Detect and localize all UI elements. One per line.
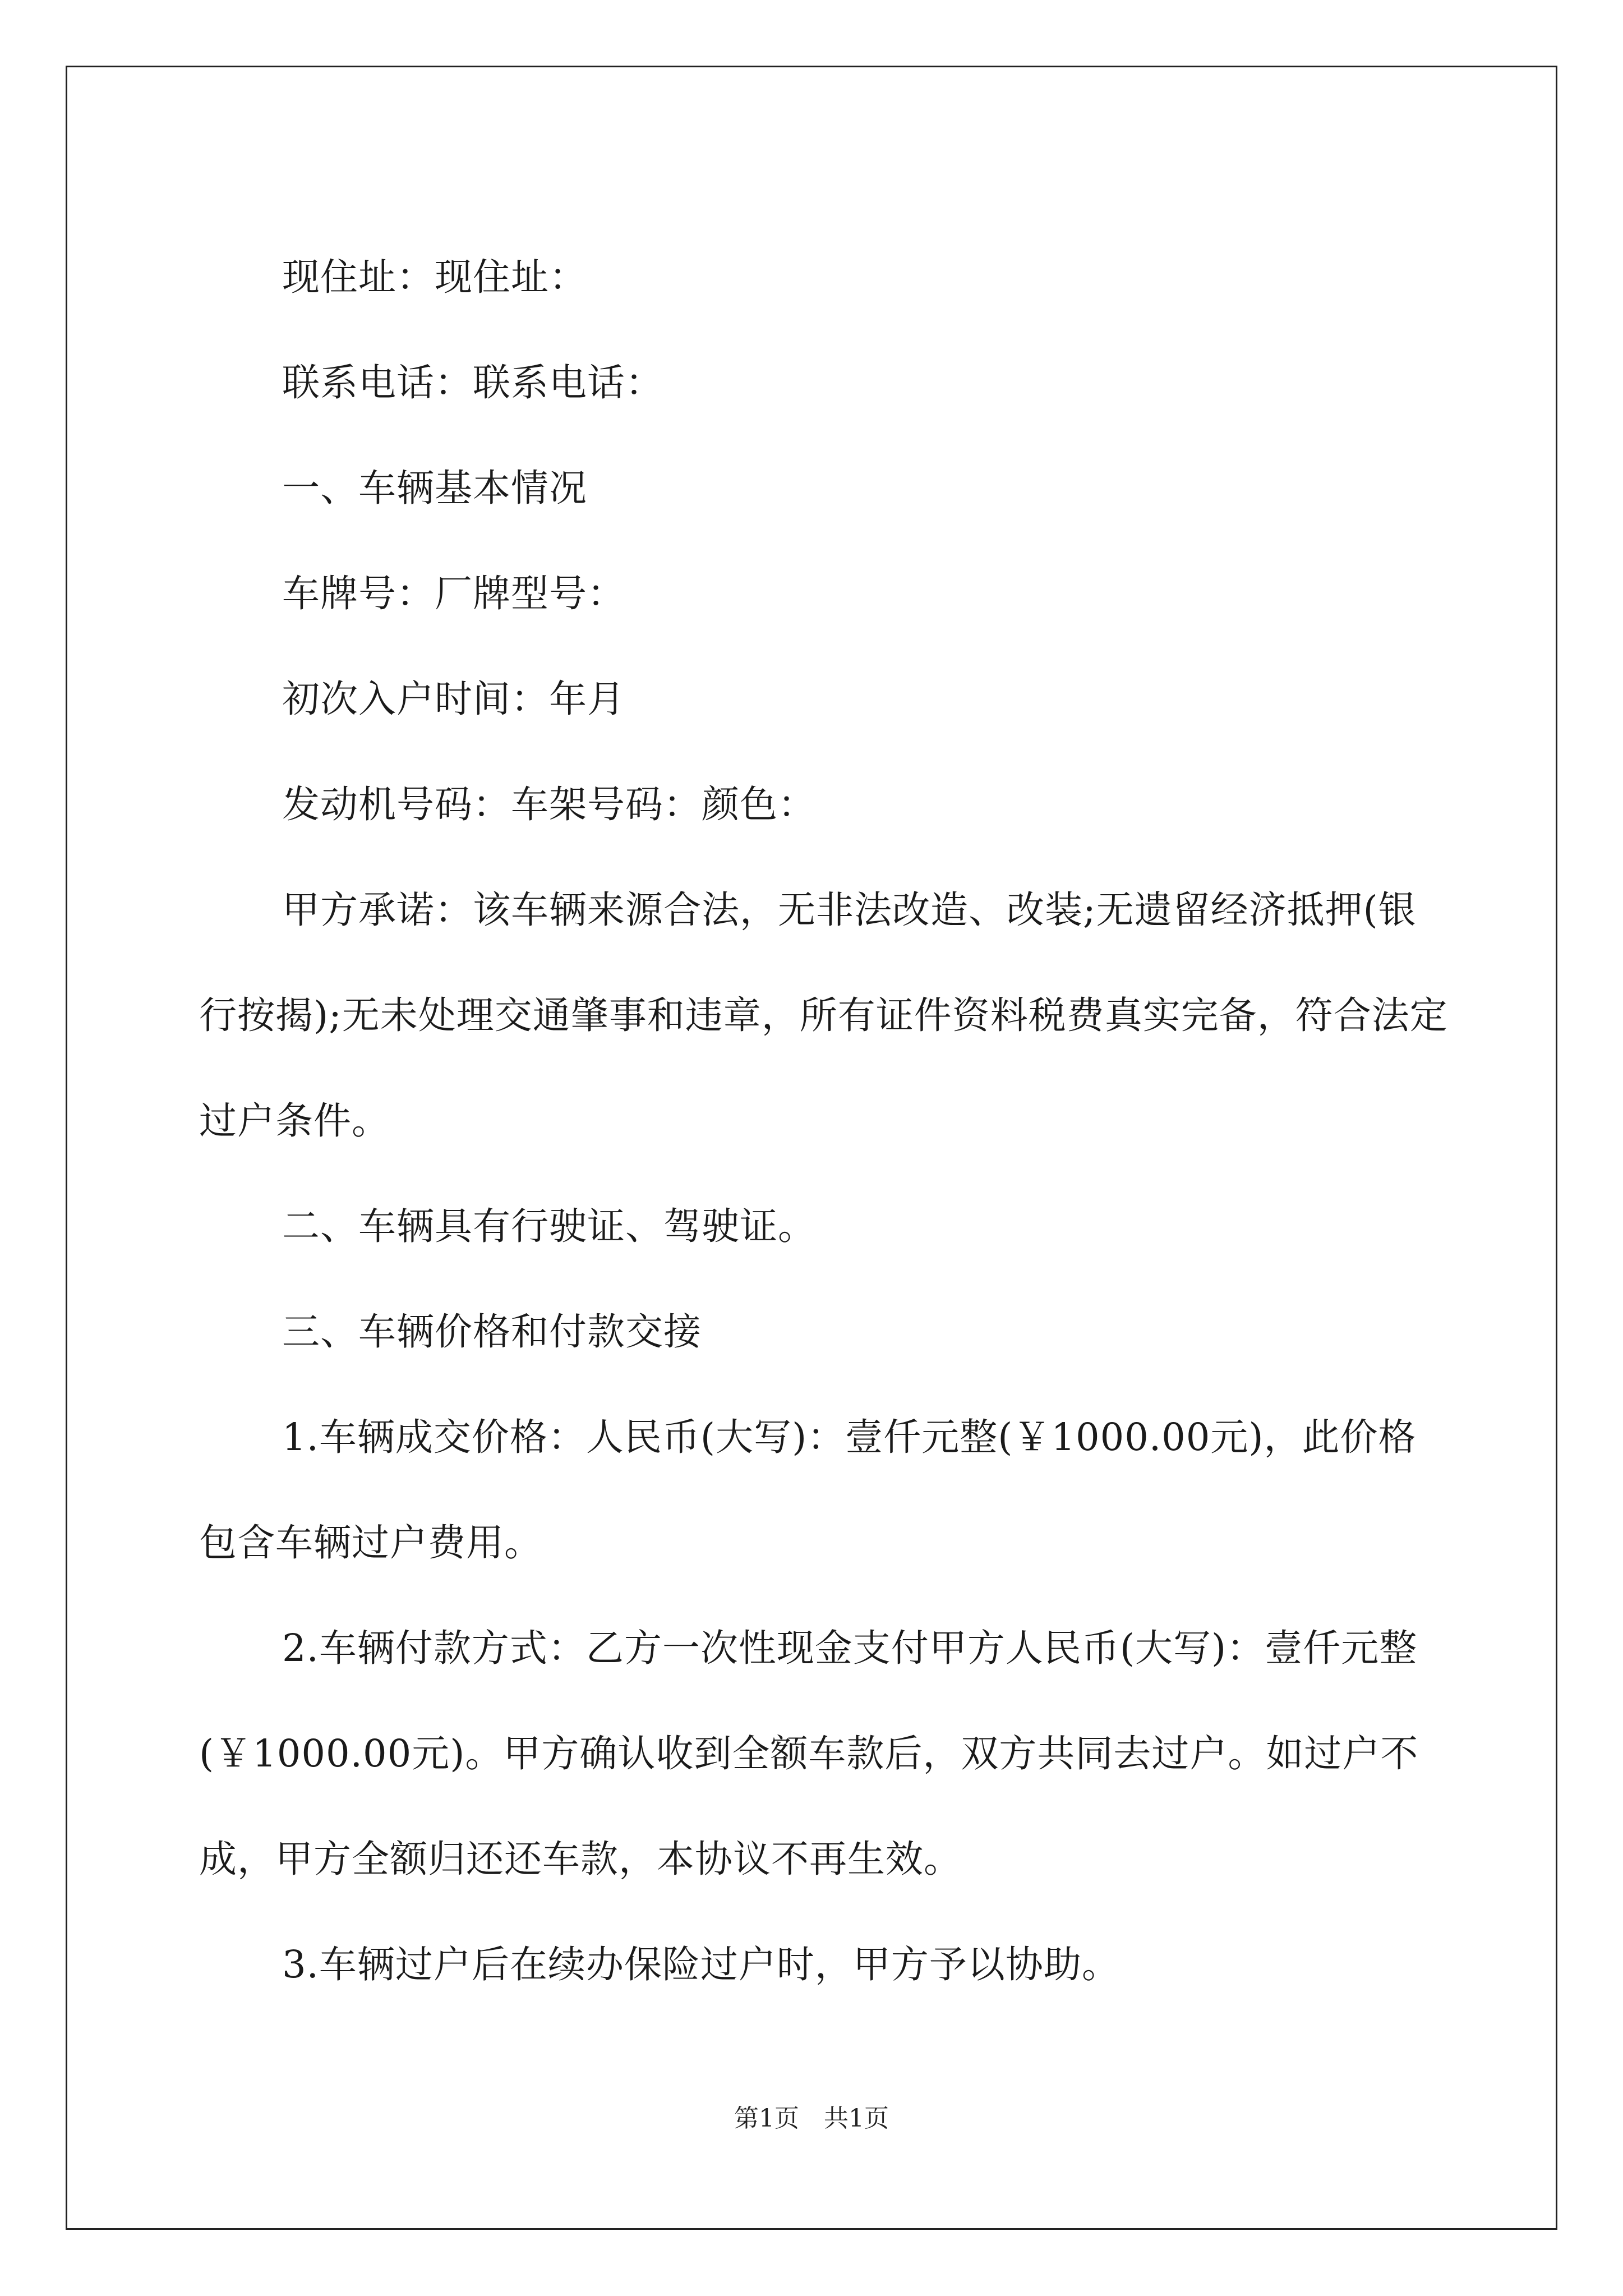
- section-heading-vehicle-info: 一、车辆基本情况: [282, 466, 587, 510]
- section-heading-licenses: 二、车辆具有行驶证、驾驶证。: [282, 1204, 816, 1248]
- section-heading-price-payment: 三、车辆价格和付款交接: [282, 1310, 702, 1354]
- page-footer: 第1页 共1页: [734, 2104, 889, 2133]
- paragraph-phone: 联系电话：联系电话：: [282, 361, 663, 404]
- paragraph-address: 现住址：现住址：: [282, 255, 587, 299]
- document-body: [199, 224, 1451, 2017]
- paragraph-payment-method: 2.车辆付款方式：乙方一次性现金支付甲方人民币(大写)：壹仟元整(￥1000.00元)。甲方确认收到全额车款后，双方共同去过户。如过户不成，甲方全额归还还车款，本协议不再生效。: [199, 1626, 1419, 1881]
- paragraph-party-a-commitment: 甲方承诺：该车辆来源合法，无非法改造、改装;无遗留经济抵押(银行按揭);无未处理交通肇事和违章，所有证件资料税费真实完备，符合法定过户条件。: [199, 888, 1448, 1143]
- paragraph-price: 1.车辆成交价格：人民币(大写)：壹仟元整(￥1000.00元)，此价格包含车辆过户费用。: [199, 1415, 1417, 1565]
- paragraph-engine-frame-color: 发动机号码：车架号码：颜色：: [282, 783, 816, 826]
- paragraph-insurance-transfer: 3.车辆过户后在续办保险过户时，甲方予以协助。: [282, 1943, 1120, 1986]
- paragraph-plate-model: 车牌号：厂牌型号：: [282, 572, 625, 615]
- paragraph-registration-date: 初次入户时间：年月: [282, 677, 625, 721]
